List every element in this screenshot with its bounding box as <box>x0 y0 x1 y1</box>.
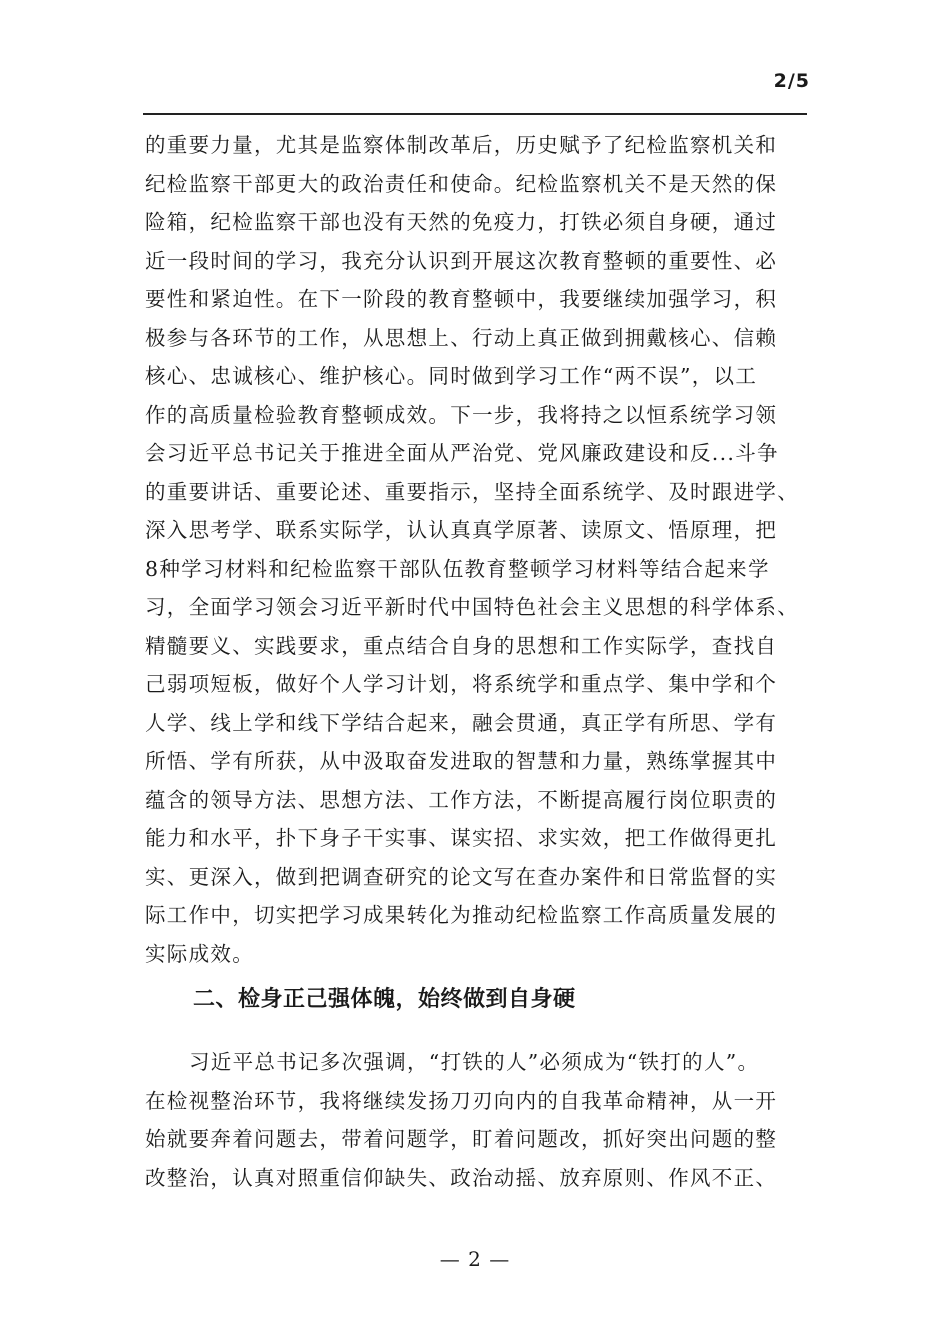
text-line: 的重要讲话、重要论述、重要指示，坚持全面系统学、及时跟进学、 <box>145 479 799 504</box>
text-line: 险箱，纪检监察干部也没有天然的免疫力，打铁必须自身硬，通过 <box>145 210 778 234</box>
text-line: 所悟、学有所获，从中汲取奋发进取的智慧和力量，熟练掌握其中 <box>145 749 778 773</box>
text-line: 深入思考学、联系实际学，认认真真学原著、读原文、悟原理，把 <box>145 518 778 542</box>
header-divider <box>143 113 807 115</box>
text-line: 要性和紧迫性。在下一阶段的教育整顿中，我要继续加强学习，积 <box>145 287 778 311</box>
page-number-footer: — 2 — <box>439 1247 511 1271</box>
text-line: 习，全面学习领会习近平新时代中国特色社会主义思想的科学体系、 <box>145 595 799 619</box>
body-paragraph <box>145 126 825 973</box>
text-line: 始就要奔着问题去，带着问题学，盯着问题改，抓好突出问题的整 <box>145 1127 778 1151</box>
text-line: 的重要力量，尤其是监察体制改革后，历史赋予了纪检监察机关和 <box>145 133 778 157</box>
text-line: 精髓要义、实践要求，重点结合自身的思想和工作实际学，查找自 <box>145 633 778 658</box>
text-line: 习近平总书记多次强调，“打铁的人”必须成为“铁打的人”。 <box>189 1050 760 1074</box>
text-line: 蕴含的领导方法、思想方法、工作方法，不断提高履行岗位职责的 <box>145 787 778 812</box>
section-paragraph <box>145 1043 825 1197</box>
text-line: 际工作中，切实把学习成果转化为推动纪检监察工作高质量发展的 <box>145 903 778 927</box>
text-line: 核心、忠诚核心、维护核心。同时做到学习工作“两不误”，以工 <box>145 364 758 388</box>
text-line: 己弱项短板，做好个人学习计划，将系统学和重点学、集中学和个 <box>145 672 778 696</box>
text-line: 会习近平总书记关于推进全面从严治党、党风廉政建设和反...斗争 <box>145 441 779 465</box>
text-line: 改整治，认真对照重信仰缺失、政治动摇、放弃原则、作风不正、 <box>145 1165 778 1190</box>
text-line: 实际成效。 <box>145 941 254 966</box>
text-line: 纪检监察干部更大的政治责任和使命。纪检监察机关不是天然的保 <box>145 171 778 196</box>
text-line: 人学、线上学和线下学结合起来，融会贯通，真正学有所思、学有 <box>145 710 778 735</box>
text-line: 实、更深入，做到把调查研究的论文写在查办案件和日常监督的实 <box>145 864 778 889</box>
page-counter: 2/5 <box>773 70 810 92</box>
text-line: 在检视整治环节，我将继续发扬刀刃向内的自我革命精神，从一开 <box>145 1088 778 1113</box>
text-line: 8种学习材料和纪检监察干部队伍教育整顿学习材料等结合起来学 <box>145 556 770 581</box>
text-line: 极参与各环节的工作，从思想上、行动上真正做到拥戴核心、信赖 <box>145 325 778 350</box>
text-line: 近一段时间的学习，我充分认识到开展这次教育整顿的重要性、必 <box>145 248 778 273</box>
text-line: 能力和水平，扑下身子干实事、谋实招、求实效，把工作做得更扎 <box>145 826 778 850</box>
text-line: 作的高质量检验教育整顿成效。下一步，我将持之以恒系统学习领 <box>145 402 778 427</box>
section-heading: 二、检身正己强体魄，始终做到自身硬 <box>193 987 576 1012</box>
